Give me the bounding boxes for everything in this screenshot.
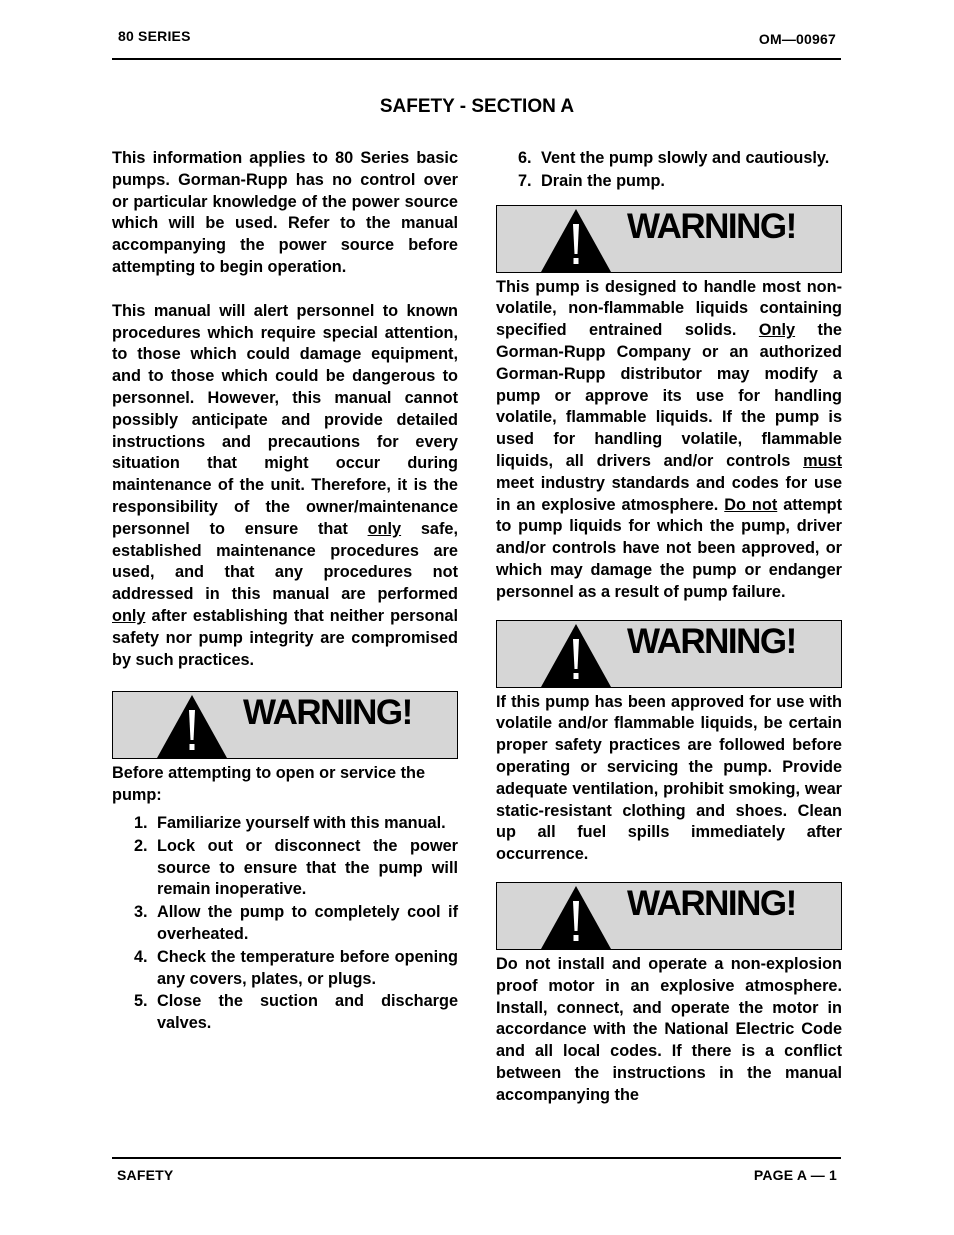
page-number: PAGE A — 1 bbox=[753, 1167, 837, 1183]
warning-label: WARNING! bbox=[627, 621, 796, 661]
exclamation-triangle-icon bbox=[155, 692, 229, 760]
step-number: 7. bbox=[518, 171, 532, 190]
underlined-emphasis: Do not bbox=[724, 495, 778, 514]
warning-box bbox=[496, 882, 842, 950]
warning-intro: Before attempting to open or service the pump: bbox=[112, 764, 426, 805]
service-steps-list bbox=[112, 813, 458, 1035]
intro-paragraph: This information applies to 80 Series basic pumps. Gorman-Rupp has no control over or particular knowledge of the power source which will be used. Refer to the manual accompanying the power source before attempting to begin operation. bbox=[112, 149, 458, 276]
explosion-proof-motor-warning-text: Do not install and operate a non-explosion proof motor in an explosive atmosphere. Install, connect, and operate the motor in accordance with the National Electric Code and all local codes. If there is a conflict between the instructions in the manual accompanying the bbox=[496, 954, 842, 1104]
step-text: Lock out or disconnect the power source to ensure that the pump will remain inoperative. bbox=[157, 836, 458, 899]
step-text: Allow the pump to completely cool if overheated. bbox=[157, 903, 458, 943]
right-column bbox=[496, 148, 842, 1107]
safety-practices-warning-text: If this pump has been approved for use with volatile and/or flammable liquids, be certain proper safety practices are followed before operating or servicing the pump. Provide adequate ventilation, prohibit smoking, wear static-resistant clothing and shoes. Clean up all fuel spills immediately after occurrence. bbox=[496, 692, 842, 864]
step-number: 2. bbox=[134, 836, 148, 855]
page-title: SAFETY - SECTION A bbox=[379, 96, 575, 117]
paragraph-text: attempt to pump liquids for which the pump, driver and/or controls have not been approved, or which may damage the pump or endanger personnel as a result of pump failure. bbox=[496, 495, 842, 601]
paragraph-text: after establishing that neither personal safety nor pump integrity are compromised by such practices. bbox=[112, 606, 458, 669]
paragraph-text: meet industry standards and codes for use in an explosive atmosphere. bbox=[496, 473, 842, 514]
list-item bbox=[496, 171, 842, 193]
footer-divider bbox=[112, 1157, 841, 1159]
header-doc-number: OM—00967 bbox=[758, 31, 836, 47]
underlined-emphasis: only bbox=[112, 606, 146, 625]
step-number: 6. bbox=[518, 149, 532, 167]
underlined-emphasis: must bbox=[803, 451, 842, 470]
paragraph-text: the Gorman-Rupp Company or an authorized Gorman-Rupp distributor may modify a pump or approve its use for handling volatile, flammable liquids. If the pump is used for handling volatile, flammable liquids, all drivers and/or controls bbox=[496, 321, 842, 470]
paragraph-text: This pump is designed to handle most non-volatile, non-flammable liquids containing specified entrained solids. bbox=[496, 277, 842, 340]
step-text: Vent the pump slowly and cautiously. bbox=[541, 149, 830, 167]
warning-box bbox=[496, 205, 842, 273]
list-item bbox=[112, 836, 458, 901]
flammable-liquids-warning-text bbox=[496, 277, 842, 604]
left-column bbox=[112, 148, 458, 1035]
list-item bbox=[112, 947, 458, 991]
warning-box bbox=[496, 620, 842, 688]
exclamation-triangle-icon bbox=[539, 621, 613, 689]
step-number: 3. bbox=[134, 903, 148, 922]
exclamation-triangle-icon bbox=[539, 206, 613, 274]
underlined-emphasis: only bbox=[367, 519, 402, 538]
step-number: 5. bbox=[134, 992, 148, 1011]
warning-label: WARNING! bbox=[627, 206, 796, 246]
list-item bbox=[112, 813, 458, 835]
responsibility-paragraph bbox=[112, 301, 458, 672]
underlined-emphasis: Only bbox=[758, 321, 796, 340]
warning-label: WARNING! bbox=[243, 693, 412, 733]
paragraph-text: This manual will alert personnel to known procedures which require special attention, to those which could damage equipment, and to those which could be dangerous to personnel. However, this manual cannot possibly anticipate and provide detailed instructions and precautions for every situation that might occur during maintenance of the unit. Therefore, it is the responsibility of the owner/maintenance personnel to ensure that bbox=[112, 301, 458, 538]
header-series: 80 SERIES bbox=[118, 28, 191, 44]
list-item bbox=[496, 148, 842, 170]
footer-section: SAFETY bbox=[117, 1167, 174, 1183]
service-steps-continued bbox=[496, 148, 842, 193]
step-text: Drain the pump. bbox=[541, 171, 665, 190]
step-number: 1. bbox=[134, 813, 148, 832]
header-divider bbox=[112, 58, 841, 60]
step-text: Close the suction and discharge valves. bbox=[157, 992, 458, 1033]
warning-label: WARNING! bbox=[627, 883, 796, 923]
list-item bbox=[112, 991, 458, 1035]
step-text: Check the temperature before opening any covers, plates, or plugs. bbox=[157, 947, 458, 988]
paragraph-text: safe, established maintenance procedures are used, and that any procedures not addressed in this manual are performed bbox=[112, 519, 458, 604]
warning-box bbox=[112, 691, 458, 759]
list-item bbox=[112, 902, 458, 946]
step-number: 4. bbox=[134, 947, 148, 966]
exclamation-triangle-icon bbox=[539, 883, 613, 951]
step-text: Familiarize yourself with this manual. bbox=[157, 813, 446, 832]
